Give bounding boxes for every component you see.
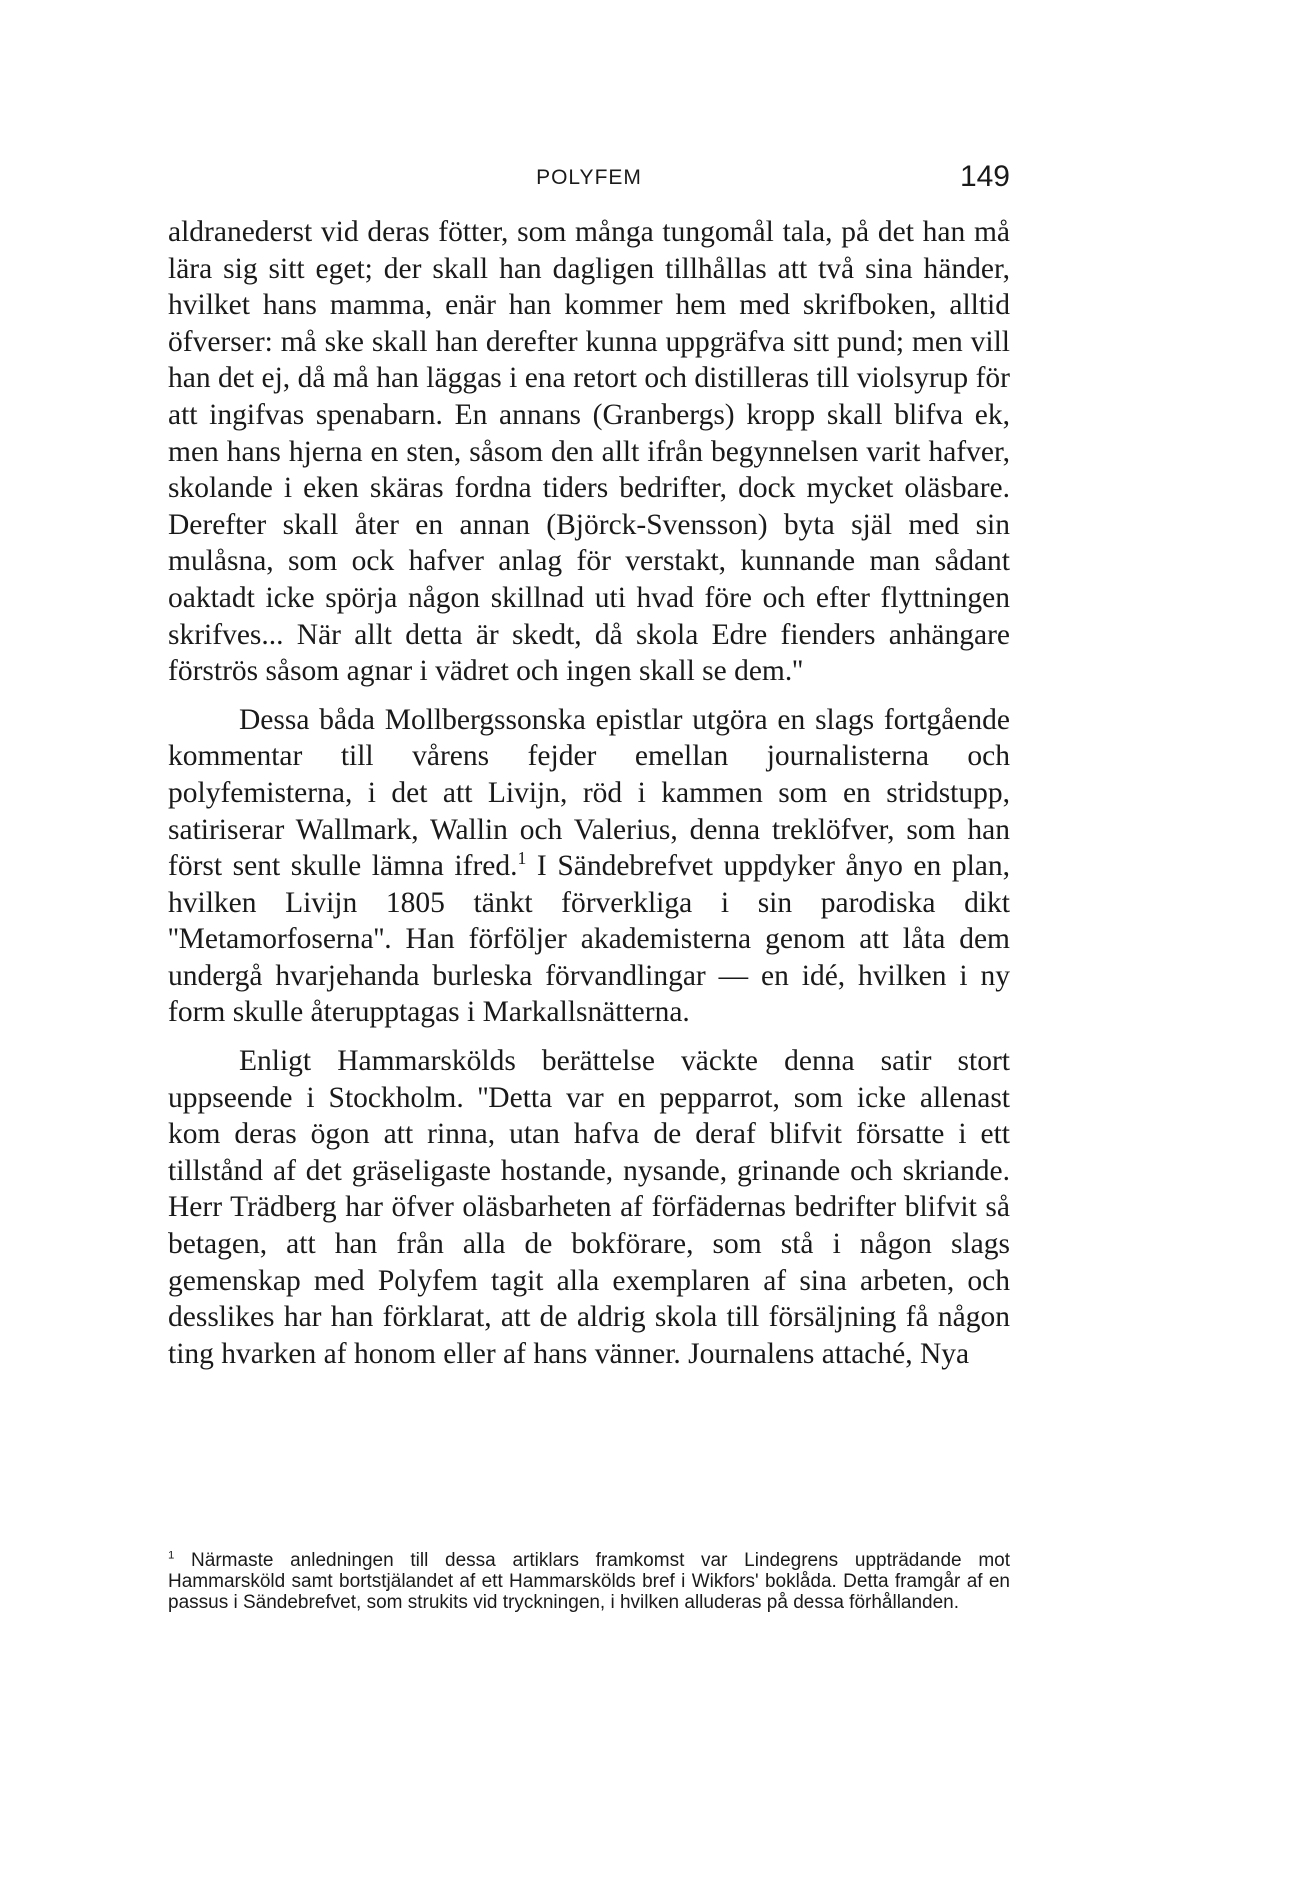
- paragraph-1: aldranederst vid deras fötter, som många tungomål tala, på det han må lära sig sitt eget; der skall han dagligen tillhållas att två sina händer, hvilket hans mamma, enär han kommer hem med skrifboken, alltid öfverser: må ske skall han derefter kunna uppgräfva sitt pund; men vill han det ej, då må han läggas i ena retort och distilleras till violsyrup för att ingifvas spenabarn. En annans (Granbergs) kropp skall blifva ek, men hans hjerna en sten, såsom den allt ifrån begynnelsen varit hafver, skolande i eken skäras fordna tiders bedrifter, dock mycket oläsbare. Derefter skall åter en annan (Björck-Svensson) byta själ med sin mulåsna, som ock hafver anlag för verstakt, kunnande man sådant oaktadt icke spörja någon skillnad uti hvad före och efter flyttningen skrifves... När allt detta är skedt, då skola Edre fienders anhängare förströs såsom agnar i vädret och ingen skall se dem.'': [168, 216, 1010, 688]
- book-page: [168, 0, 1010, 1892]
- page-number: 149: [959, 160, 1010, 193]
- body-text: [168, 214, 1010, 1372]
- paragraph-2-text-a: Dessa båda Mollbergssonska epistlar utgöra en slags fortgående kommentar till vårens fejder emellan journalisterna och polyfemisterna, i det att Livijn, röd i kammen som en stridstupp, satiriserar Wallmark, Wallin och Valerius, denna treklöfver, som han först sent skulle lämna ifred.: [168, 703, 1010, 883]
- footnote-reference: 1: [517, 848, 527, 869]
- footnote-marker: 1: [168, 1549, 175, 1562]
- footnote-text: Närmaste anledningen till dessa artiklars framkomst var Lindegrens uppträdande mot Hammarsköld samt bortstjälandet af ett Hammarskölds bref i Wikfors' boklåda. Detta framgår af en passus i Sändebrefvet, som strukits vid tryckningen, i hvilken alluderas på dessa förhållanden.: [168, 1550, 1010, 1613]
- paragraph-2: [168, 702, 1010, 1031]
- footnotes: [168, 1550, 1010, 1613]
- page-header: [168, 160, 1010, 200]
- paragraph-3: Enligt Hammarskölds berättelse väckte denna satir stort uppseende i Stockholm. ''Detta var en pepparrot, som icke allenast kom deras ögon att rinna, utan hafva de deraf blifvit försatte i ett tillstånd af det gräseligaste hostande, nysande, grinande och skriande. Herr Trädberg har öfver oläsbarheten af förfädernas bedrifter blifvit så betagen, att han från alla de bokförare, som stå i någon slags gemenskap med Polyfem tagit alla exemplaren af sina arbeten, och desslikes har han förklarat, att de aldrig skola till försäljning få någon ting hvarken af honom eller af hans vänner. Journalens attaché, Nya: [168, 1045, 1010, 1370]
- paragraph-2-text-b: I Sändebrefvet uppdyker ånyo en plan, hvilken Livijn 1805 tänkt förverkliga i sin parodiska dikt ''Metamorfoserna''. Han förföljer akademisterna genom att låta dem undergå hvarjehanda burleska förvandlingar — en idé, hvilken i ny form skulle återupptagas i Markallsnätterna.: [168, 850, 1011, 1029]
- running-title: POLYFEM: [536, 166, 642, 189]
- footnote-1: [168, 1550, 1010, 1613]
